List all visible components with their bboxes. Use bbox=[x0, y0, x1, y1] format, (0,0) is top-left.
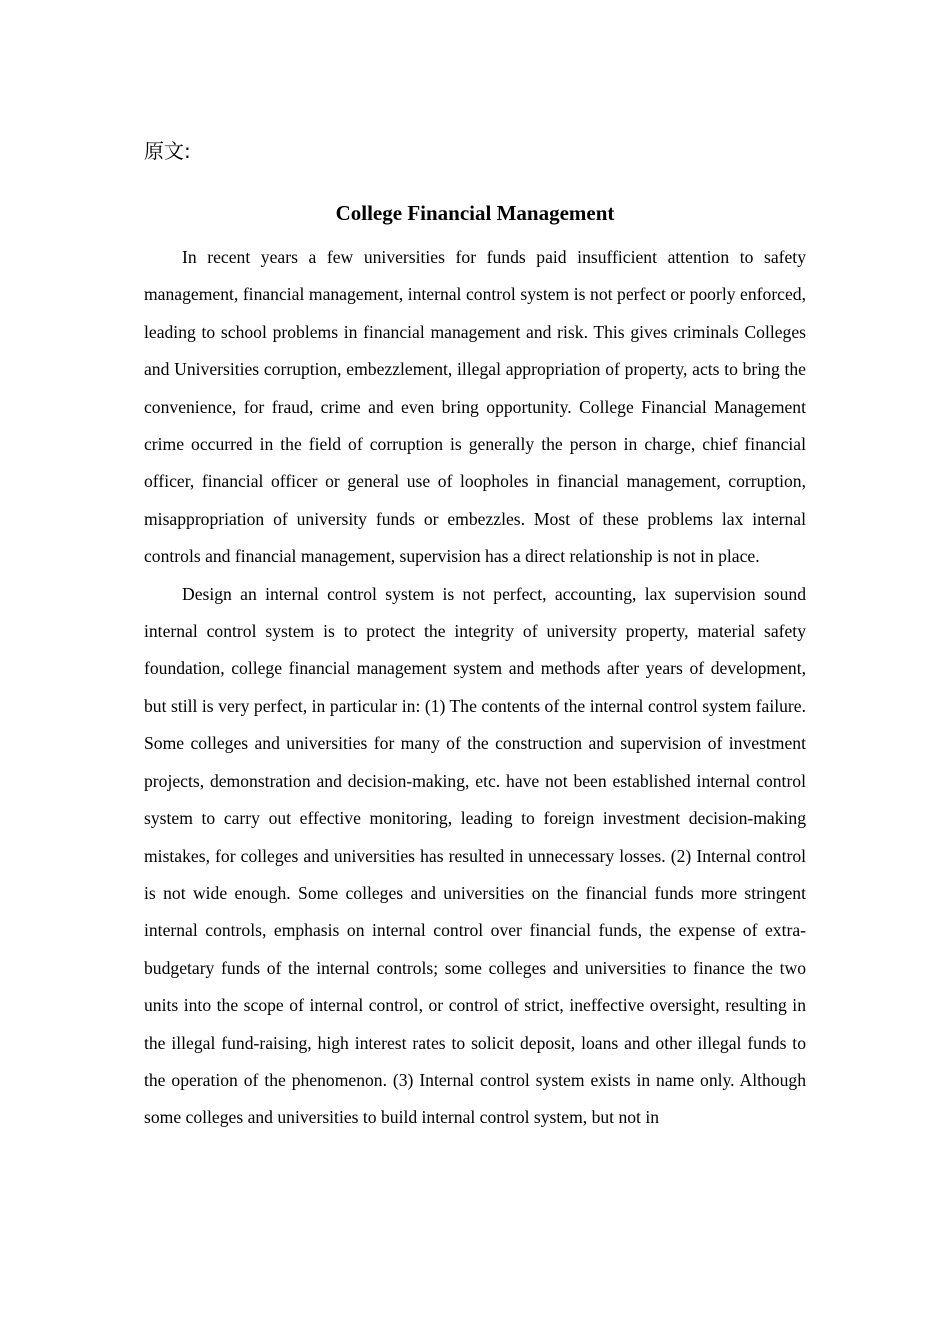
document-title: College Financial Management bbox=[335, 201, 615, 225]
document-body bbox=[144, 239, 806, 1137]
section-label: 原文: bbox=[144, 139, 191, 163]
paragraph-1: In recent years a few universities for funds paid insufficient attention to safety management, financial management, internal control system is not perfect or poorly enforced, leading to school problems in financial management and risk. This gives criminals Colleges and Universities corruption, embezzlement, illegal appropriation of property, acts to bring the convenience, for fraud, crime and even bring opportunity. College Financial Management crime occurred in the field of corruption is generally the person in charge, chief financial officer, financial officer or general use of loopholes in financial management, corruption, misappropriation of university funds or embezzles. Most of these problems lax internal controls and financial management, supervision has a direct relationship is not in place. bbox=[144, 247, 806, 567]
document-page bbox=[144, 133, 806, 1137]
paragraph-2: Design an internal control system is not perfect, accounting, lax supervision sound internal control system is to protect the integrity of university property, material safety foundation, college financial management system and methods after years of development, but still is very perfect, in particular in: (1) The contents of the internal control system failure. Some colleges and universities for many of the construction and supervision of investment projects, demonstration and decision-making, etc. have not been established internal control system to carry out effective monitoring, leading to foreign investment decision-making mistakes, for colleges and universities has resulted in unnecessary losses. (2) Internal control is not wide enough. Some colleges and universities on the financial funds more stringent internal controls, emphasis on internal control over financial funds, the expense of extra-budgetary funds of the internal controls; some colleges and universities to finance the two units into the scope of internal control, or control of strict, ineffective oversight, resulting in the illegal fund-raising, high interest rates to solicit deposit, loans and other illegal funds to the operation of the phenomenon. (3) Internal control system exists in name only. Although some colleges and universities to build internal control system, but not in bbox=[144, 583, 806, 1128]
